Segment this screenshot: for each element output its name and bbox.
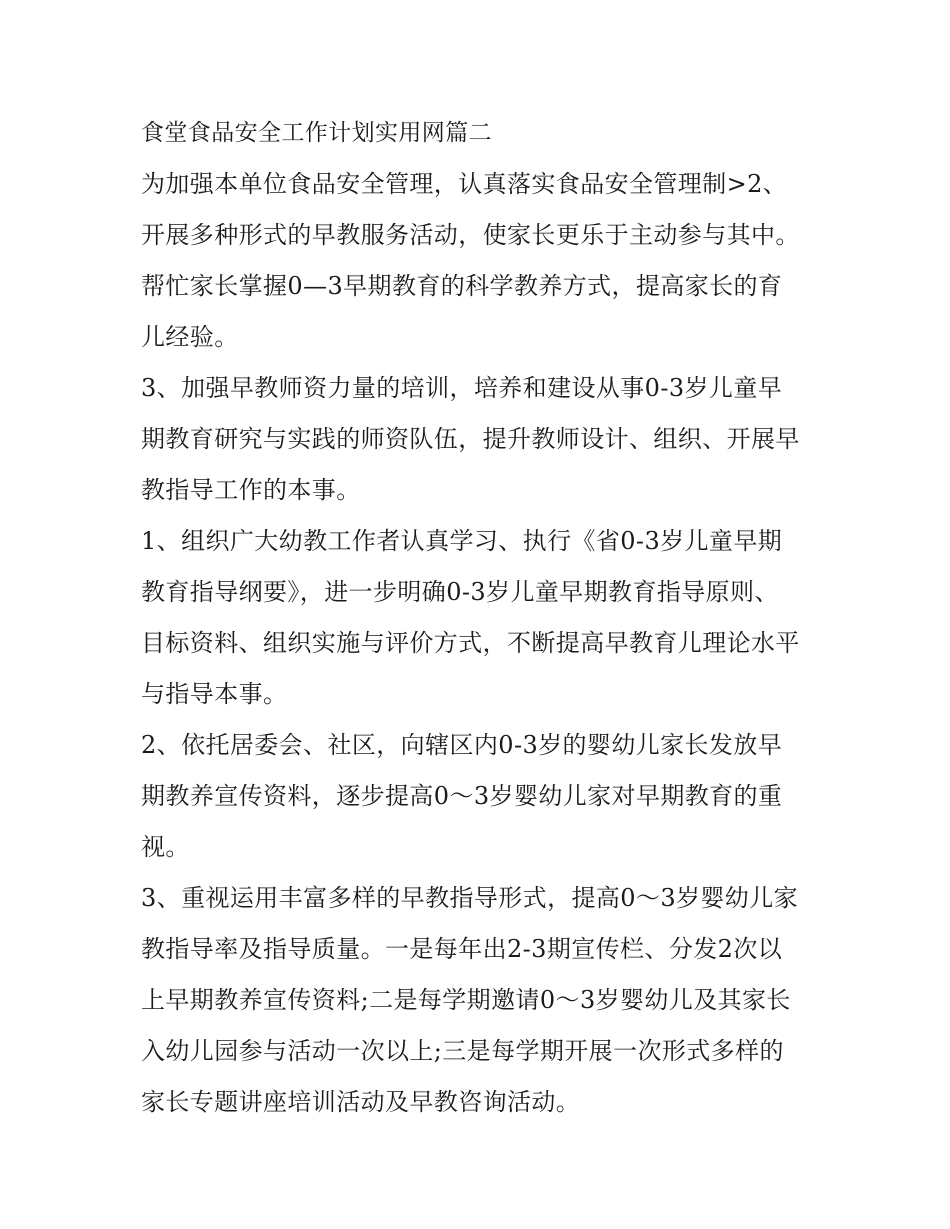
text-line: 期教育研究与实践的师资队伍，提升教师设计、组织、开展早 [141, 425, 800, 453]
text-line: 期教养宣传资料，逐步提高0～3岁婴幼儿家对早期教育的重 [141, 782, 783, 810]
text-line: 教指导工作的本事。 [141, 476, 361, 504]
text-line: 家长专题讲座培训活动及早教咨询活动。 [141, 1088, 581, 1116]
text-line: 帮忙家长掌握0—3早期教育的科学教养方式，提高家长的育 [141, 272, 783, 300]
document-body [141, 108, 831, 1128]
text-line: 2、依托居委会、社区，向辖区内0-3岁的婴幼儿家长发放早 [141, 731, 783, 759]
text-line: 儿经验。 [141, 323, 239, 351]
text-line: 视。 [141, 833, 190, 861]
text-line: 与指导本事。 [141, 680, 288, 708]
text-line: 上早期教养宣传资料;二是每学期邀请0～3岁婴幼儿及其家长 [141, 986, 791, 1014]
text-line: 目标资料、组织实施与评价方式，不断提高早教育儿理论水平 [141, 629, 800, 657]
text-line: 开展多种形式的早教服务活动，使家长更乐于主动参与其中。 [141, 221, 800, 249]
text-line: 3、重视运用丰富多样的早教指导形式，提高0～3岁婴幼儿家 [141, 884, 799, 912]
text-line: 入幼儿园参与活动一次以上;三是每学期开展一次形式多样的 [141, 1037, 784, 1065]
document-title: 食堂食品安全工作计划实用网篇二 [141, 120, 492, 146]
text-line: 1、组织广大幼教工作者认真学习、执行《省0-3岁儿童早期 [141, 527, 783, 555]
text-line: 为加强本单位食品安全管理，认真落实食品安全管理制>2、 [141, 170, 788, 198]
text-line: 教育指导纲要》，进一步明确0-3岁儿童早期教育指导原则、 [141, 578, 779, 606]
text-line: 3、加强早教师资力量的培训，培养和建设从事0-3岁儿童早 [141, 374, 783, 402]
text-line: 教指导率及指导质量。一是每年出2-3期宣传栏、分发2次以 [141, 935, 783, 963]
